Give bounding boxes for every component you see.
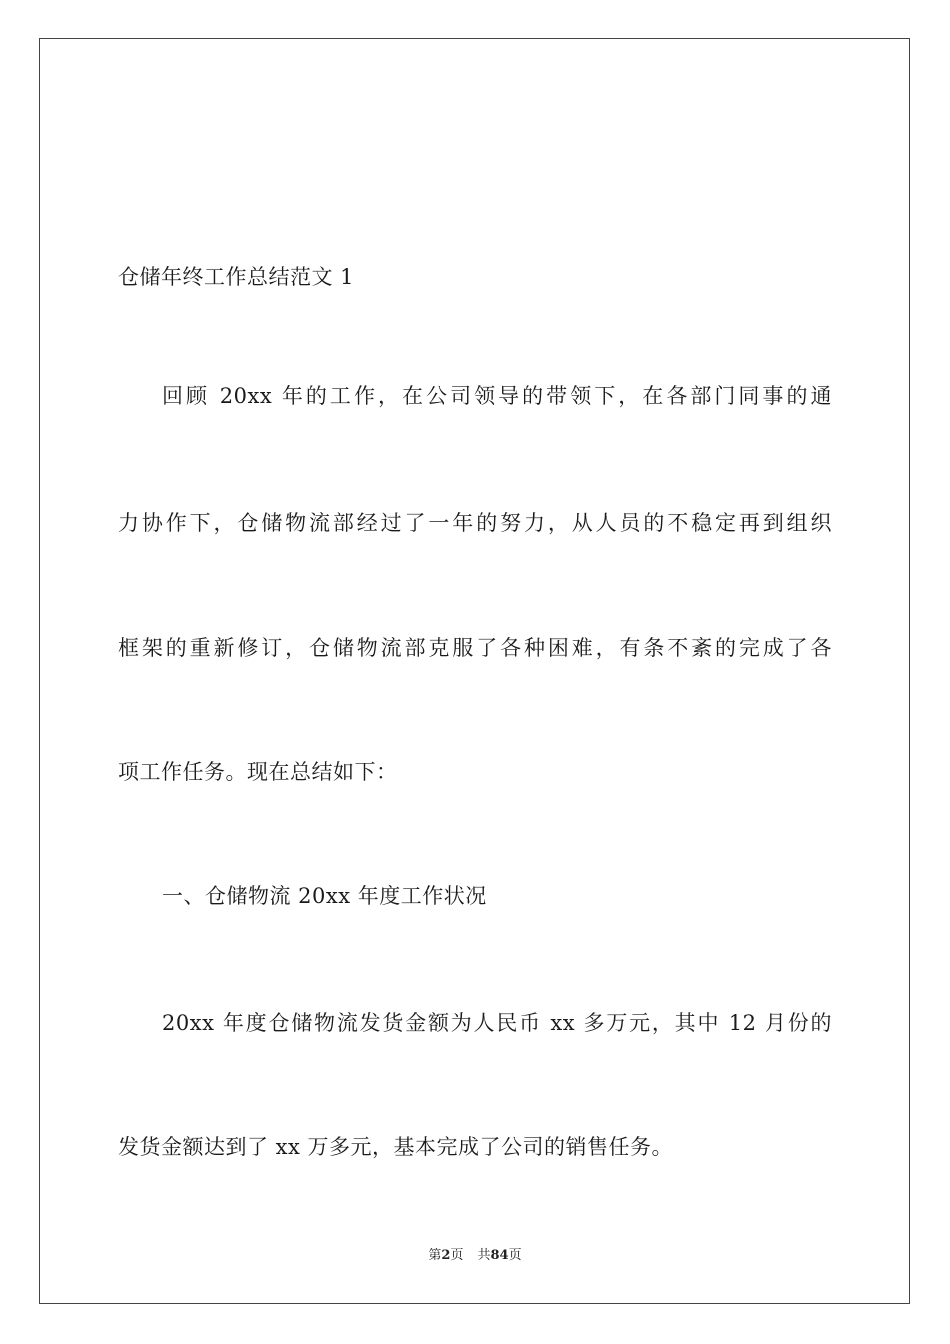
paragraph-1-line-1: 回顾 20xx 年的工作，在公司领导的带领下，在各部门同事的通 bbox=[162, 384, 832, 408]
page-frame bbox=[39, 38, 910, 1304]
page-total-suffix: 页 bbox=[508, 1248, 522, 1263]
page-footer bbox=[0, 1247, 950, 1265]
paragraph-1-line-3: 框架的重新修订，仓储物流部克服了各种困难，有条不紊的完成了各 bbox=[118, 636, 832, 660]
page-total-prefix: 共 bbox=[477, 1248, 491, 1263]
paragraph-1-line-4: 项工作任务。现在总结如下： bbox=[118, 760, 398, 784]
document-title: 仓储年终工作总结范文 1 bbox=[118, 265, 355, 289]
page-number-suffix: 页 bbox=[450, 1248, 464, 1263]
paragraph-2-line-1: 20xx 年度仓储物流发货金额为人民币 xx 多万元，其中 12 月份的 bbox=[162, 1011, 832, 1035]
page-number-prefix: 第 bbox=[428, 1248, 442, 1263]
section-1-heading: 一、仓储物流 20xx 年度工作状况 bbox=[162, 884, 487, 908]
paragraph-1-line-2: 力协作下，仓储物流部经过了一年的努力，从人员的不稳定再到组织 bbox=[118, 511, 832, 535]
page-number-current: 2 bbox=[441, 1248, 451, 1263]
page-total-count: 84 bbox=[490, 1248, 509, 1263]
paragraph-2-line-2: 发货金额达到了 xx 万多元，基本完成了公司的销售任务。 bbox=[118, 1135, 674, 1159]
